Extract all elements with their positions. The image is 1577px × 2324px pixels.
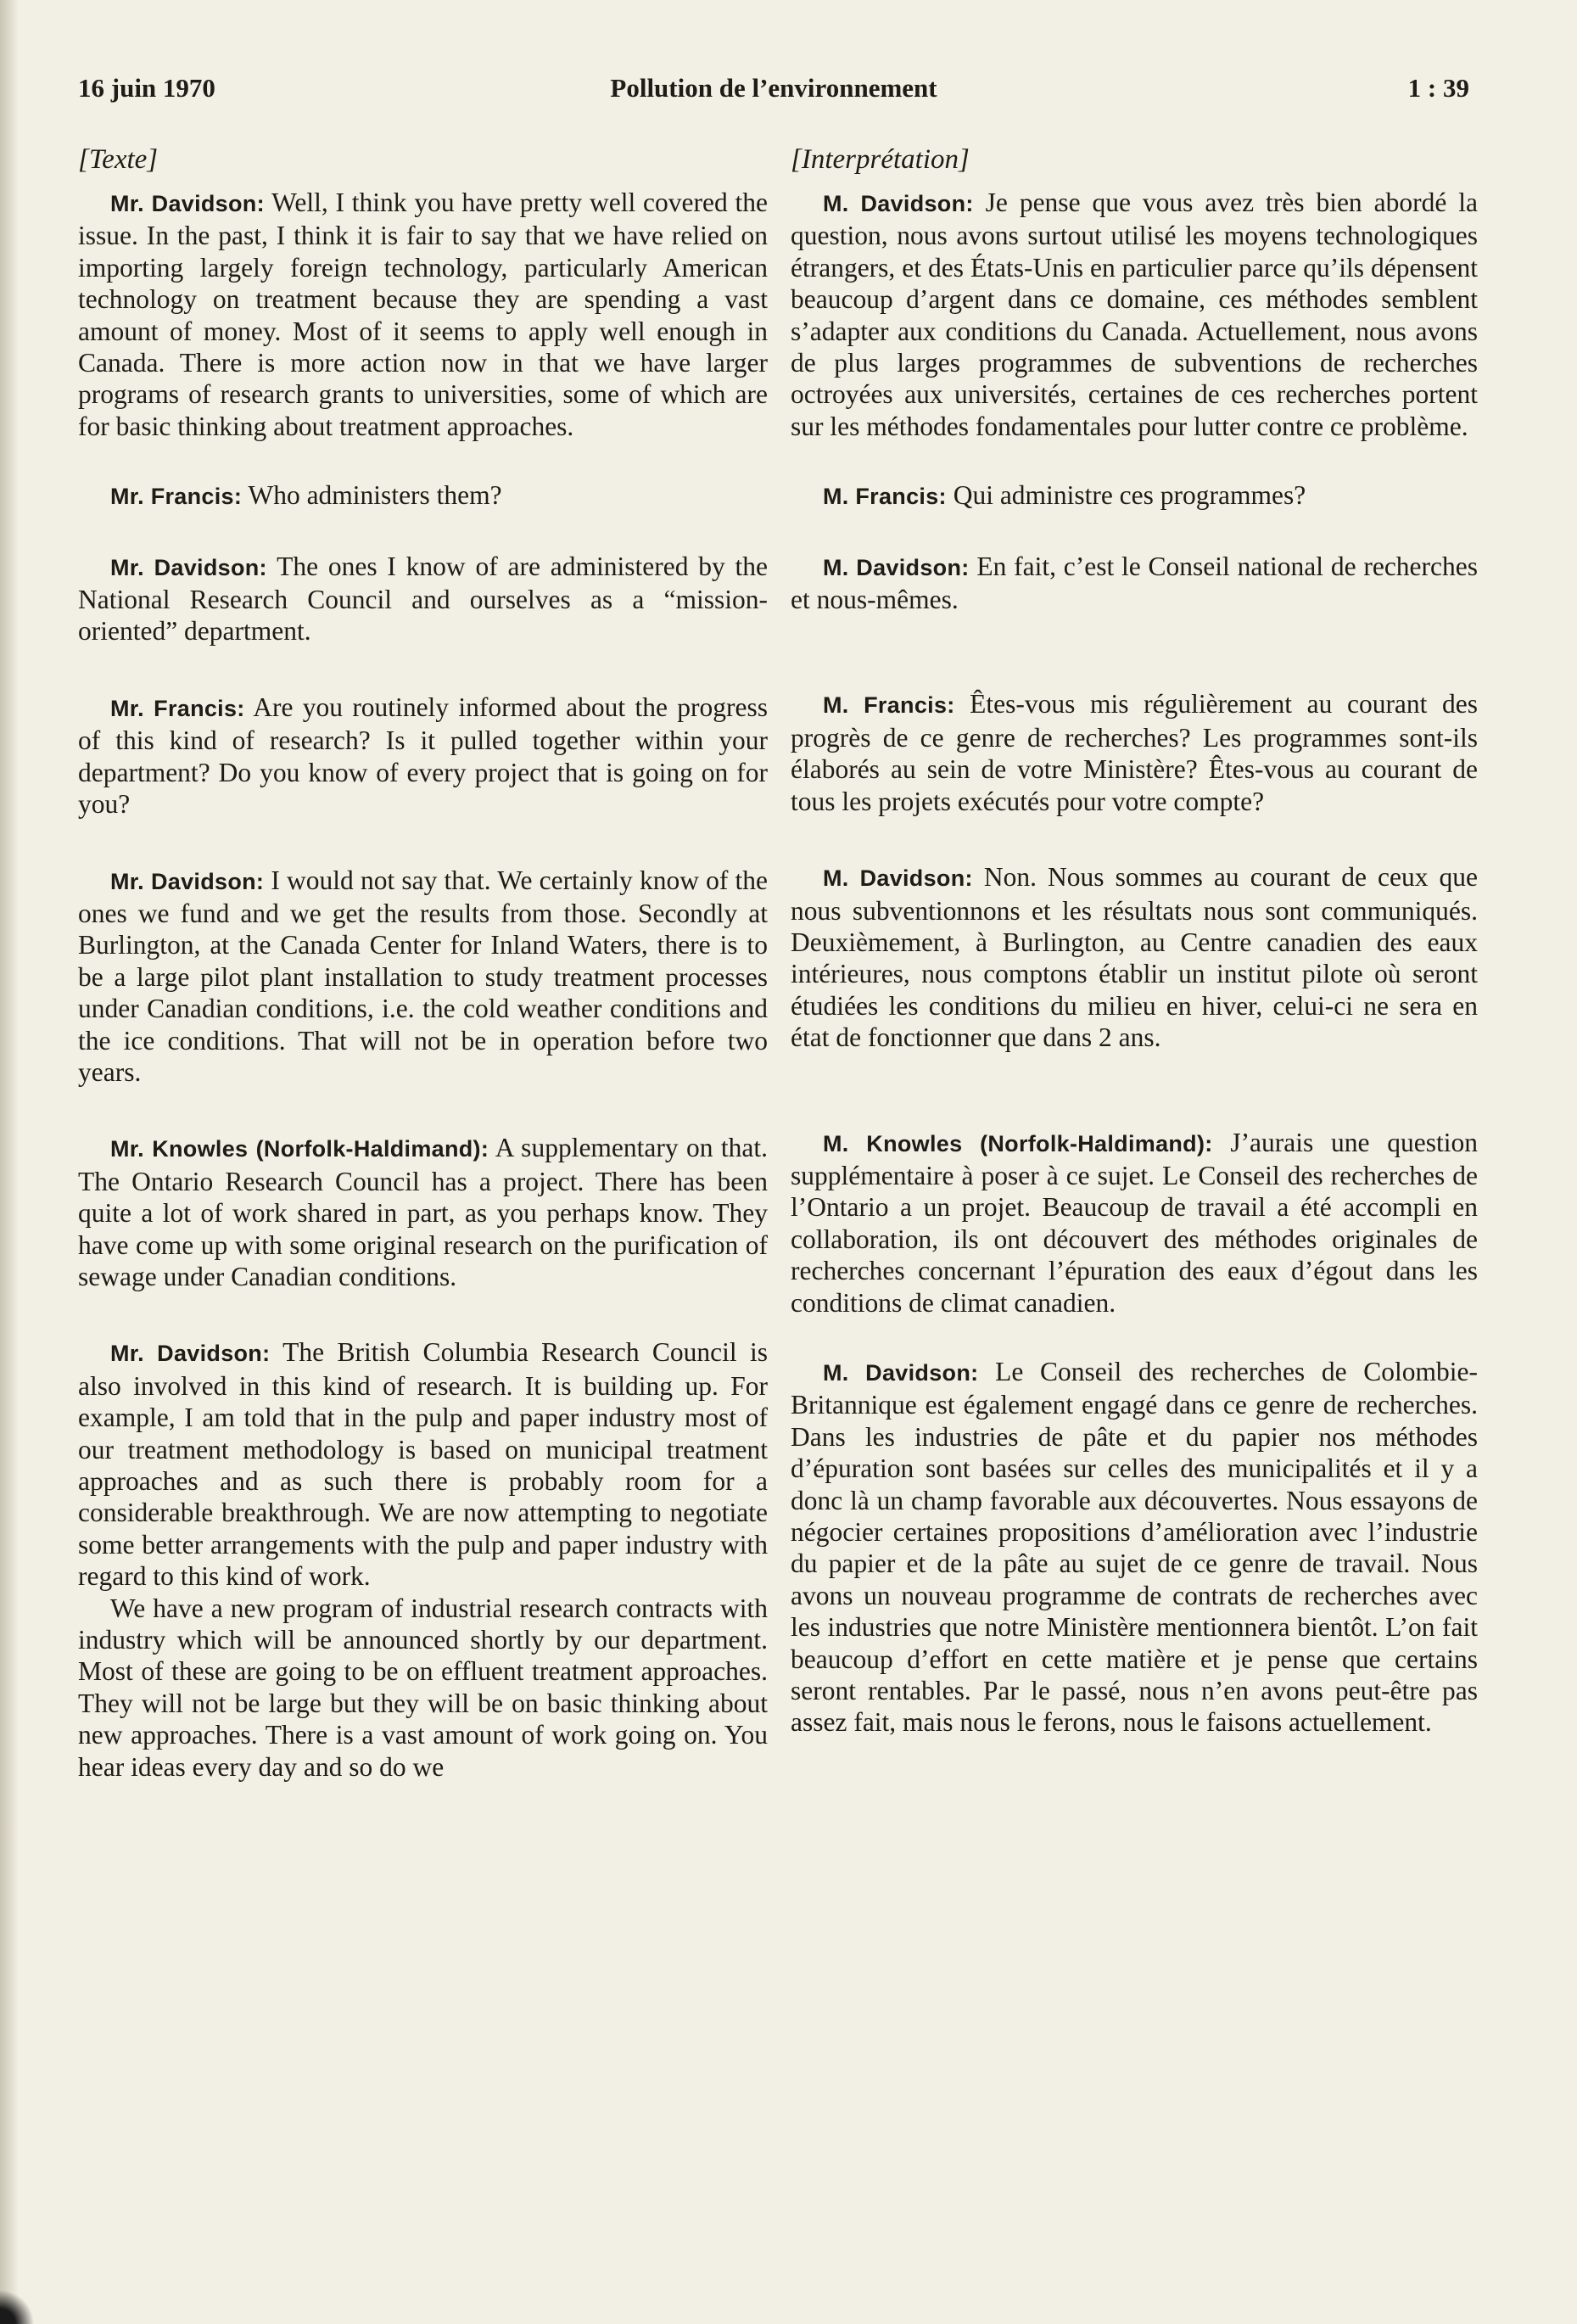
paragraph [78, 1593, 768, 1783]
section-label-texte: [Texte] [78, 144, 159, 175]
paragraph [791, 479, 1478, 512]
paragraph [791, 861, 1478, 1053]
paragraph-text: Who administers them? [248, 480, 502, 511]
french-column [791, 143, 1478, 1739]
paragraph-text: En fait, c’est le Conseil national de recherches et nous-mêmes. [791, 551, 1478, 615]
paragraph [78, 692, 768, 820]
paragraph-text: The ones I know of are administered by the National Research Council and ourselves as a “mission-oriented” department. [78, 551, 769, 647]
paragraph-text: Le Conseil des recherches de Colombie-Britannique est également engagé dans ce genre de recherches. Dans les industries de pâte et du papier nos méthodes d’épuration sont basées sur celles des municipalités et il y a donc là un champ favorable aux découvertes. Nous essayons de négocier certaines propositions d’amélioration avec l’industrie du papier et de la pâte au sujet de ce genre de travail. Nous avons un nouveau programme de contrats de recherches avec les industries que notre Ministère mentionnera bientôt. L’on fait beaucoup d’effort en cette matière et je pense que certains seront rentables. Par le passé, nous n’en avons peut-être pas assez fait, mais nous le ferons, nous le faisons actuellement. [791, 1356, 1478, 1738]
speaker-name: Mr. Davidson: [110, 1341, 271, 1367]
paragraph [791, 1356, 1478, 1739]
speaker-name: Mr. Davidson: [110, 191, 265, 216]
paragraph-text: Êtes-vous mis régulièrement au courant des progrès de ce genre de recherches? Les programmes sont-ils élaborés au sein de votre Ministère? Êtes-vous au courant de tous les projets exécutés pour votre compte? [791, 689, 1479, 816]
paragraph-text: We have a new program of industrial research contracts with industry which will be announced shortly by our department. Most of these are going to be on effluent treatment approaches. They will not be large but they will be on basic thinking about new approaches. There is a vast amount of work going on. You hear ideas every day and so do we [78, 1593, 768, 1782]
speaker-name: M. Knowles (Norfolk-Haldimand): [823, 1130, 1213, 1156]
paragraph [791, 688, 1478, 817]
paragraph-text: I would not say that. We certainly know of the ones we fund and we get the results from those. Secondly at Burlington, at the Canada Center for Inland Waters, there is to be a large pilot plant installation to study treatment processes under Canadian conditions, i.e. the cold weather conditions and the ice conditions. That will not be in operation before two years. [78, 865, 769, 1087]
speaker-name: Mr. Knowles (Norfolk-Haldimand): [110, 1136, 489, 1162]
paragraph-text: Qui administre ces programmes? [953, 480, 1306, 511]
page-corner-shadow [0, 2290, 51, 2324]
paragraph [78, 187, 768, 442]
paragraph [78, 865, 768, 1089]
paragraph [78, 1336, 768, 1592]
speaker-name: M. Davidson: [823, 554, 970, 580]
speaker-name: M. Davidson: [823, 1359, 979, 1386]
page-number: 1 : 39 [1407, 73, 1469, 103]
page-gutter-shadow [0, 0, 19, 2324]
paragraph [791, 187, 1478, 442]
english-column [78, 143, 768, 1783]
section-label-interpretation: [Interprétation] [791, 144, 970, 175]
speaker-name: Mr. Davidson: [110, 554, 267, 580]
paragraph-text: Well, I think you have pretty well covered the issue. In the past, I think it is fair to say that we have relied on importing largely foreign technology, particularly American technology on treatment because they are spending a vast amount of money. Most of it seems to apply well enough in Canada. There is more action now in that we have larger programs of research grants to universities, some of which are for basic thinking about treatment approaches. [78, 188, 768, 441]
paragraph-text: Non. Nous sommes au courant de ceux que nous subventionnons et les résultats nous sont communiqués. Deuxièmement, à Burlington, au Centre canadien des eaux intérieures, nous comptons établir un institut pilote où seront étudiées les conditions du milieu en hiver, celui-ci ne sera en état de fonctionner que dans 2 ans. [791, 862, 1478, 1053]
paragraph [791, 551, 1478, 616]
paragraph-text: Are you routinely informed about the progress of this kind of research? Is it pulled together within your department? Do you know of every project that is going on for you? [78, 692, 769, 820]
paragraph-text: The British Columbia Research Council is also involved in this kind of research. It is building up. For example, I am told that in the pulp and paper industry most of our treatment methodology is based on municipal treatment approaches and as such there is probably room for a considerable breakthrough. We are now attempting to negotiate some better arrangements with the pulp and paper industry with regard to this kind of work. [78, 1337, 768, 1592]
paragraph [78, 1132, 768, 1292]
paragraph [791, 1127, 1478, 1319]
header-title: Pollution de l’environnement [610, 73, 937, 103]
paragraph-text: Je pense que vous avez très bien abordé la question, nous avons surtout utilisé les moyens technologiques étrangers, et des États-Unis en particulier parce qu’ils dépensent beaucoup d’argent dans ce domaine, ces méthodes semblent s’adapter aux conditions du Canada. Actuellement, nous avons de plus larges programmes de subventions de recherches octroyées aux universités, certaines de ces recherches portent sur les méthodes fondamentales pour lutter contre ce problème. [791, 188, 1478, 441]
speaker-name: Mr. Francis: [110, 695, 245, 721]
paragraph-text: A supplementary on that. The Ontario Research Council has a project. There has been quite a lot of work shared in part, as you perhaps know. They have come up with some original research on the purification of sewage under Canadian conditions. [78, 1133, 769, 1291]
speaker-name: M. Davidson: [823, 865, 973, 892]
paragraph [78, 479, 768, 512]
paragraph-text: J’aurais une question supplémentaire à poser à ce sujet. Le Conseil des recherches de l’Ontario a un projet. Beaucoup de travail a été accompli en collaboration, ils ont découvert des méthodes originales de recherches concernant l’épuration des eaux d’égout dans les conditions de climat canadien. [791, 1127, 1478, 1318]
speaker-name: M. Davidson: [823, 191, 974, 216]
header-date: 16 juin 1970 [78, 73, 215, 103]
speaker-name: Mr. Francis: [110, 484, 243, 510]
speaker-name: M. Francis: [823, 484, 947, 510]
paragraph [78, 551, 768, 647]
speaker-name: M. Francis: [823, 692, 955, 719]
speaker-name: Mr. Davidson: [110, 868, 265, 894]
running-head [78, 73, 1469, 107]
